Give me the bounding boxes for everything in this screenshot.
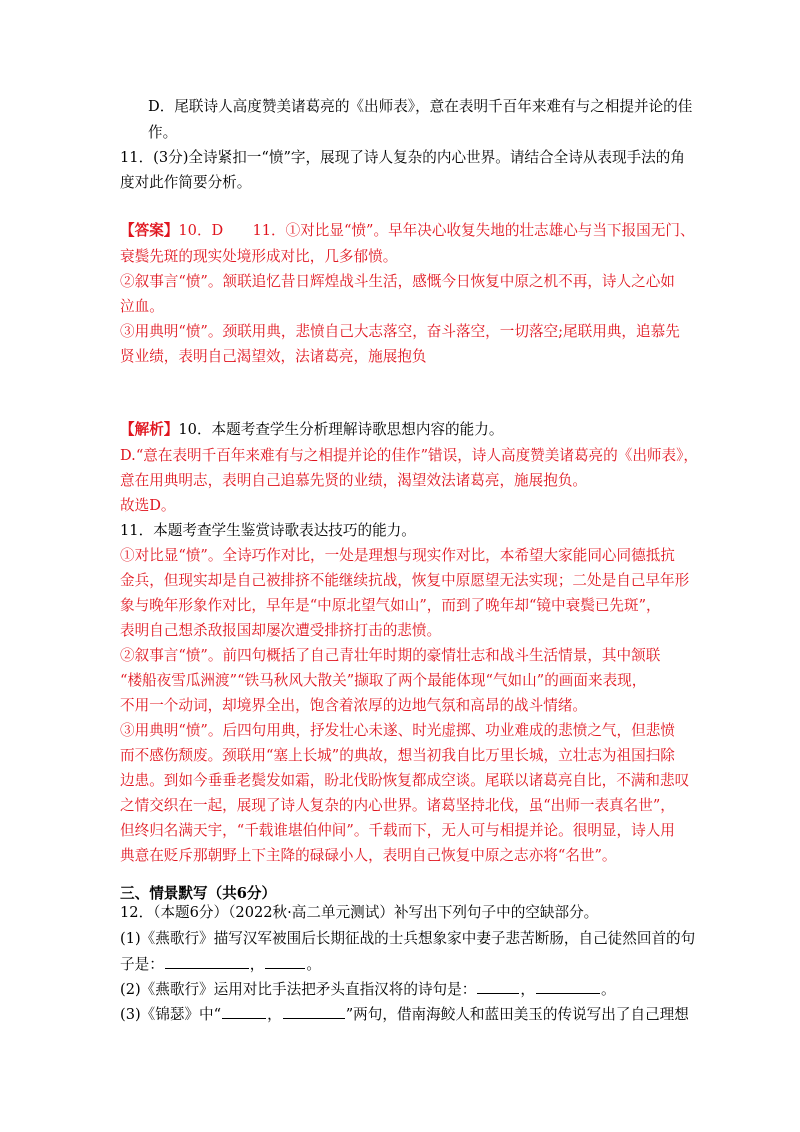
q10-option-d-line2: 作。	[148, 124, 178, 141]
q12-item2-period: 。	[600, 981, 616, 998]
q12-intro: 12．（本题6分）（2022秋·高二单元测试）补写出下列句子中的空缺部分。	[120, 904, 599, 921]
section3-heading: 三、情景默写（共6分）	[120, 885, 277, 902]
q11-prompt-line2: 度对此作简要分析。	[120, 174, 252, 191]
answer-line-4: 泣血。	[120, 298, 164, 315]
q12-item3-prefix: (3)《锦瑟》中“	[120, 1006, 222, 1023]
analysis-line-18: 典意在贬斥那朝野上下主降的碌碌小人，表明自己恢复中原之志亦将“名世”。	[120, 847, 617, 864]
analysis-line-13: ③用典明“愤”。后四句用典，抒发壮心未遂、时光虚掷、功业难成的悲愤之气，但悲愤	[120, 722, 675, 739]
answer-text: 10．D 11．①对比显“愤”。早年决心收复失地的壮志雄心与当下报国无门、	[178, 222, 695, 239]
q12-item3-line	[120, 1003, 689, 1026]
q12-item3-suffix: ”两句，借南海鲛人和蓝田美玉的传说写出了自己理想	[345, 1006, 689, 1023]
q12-item1-prefix: 子是：	[120, 956, 164, 973]
analysis-line-16: 之情交织在一起，展现了诗人复杂的内心世界。诸葛坚持北伐，虽“出师一表真名世”，	[120, 797, 675, 814]
q10-option-d-line1: D．尾联诗人高度赞美诸葛亮的《出师表》，意在表明千百年来难有与之相提并论的佳	[148, 98, 693, 115]
q12-item1-line1: (1)《燕歌行》描写汉军被围后长期征战的士兵想象家中妻子悲苦断肠，自己徒然回首的句	[120, 930, 696, 947]
q12-item3-blank-b[interactable]	[283, 1003, 345, 1019]
analysis-line-15: 边患。到如今垂垂老鬓发如霜，盼北伐盼恢复都成空谈。尾联以诸葛亮自比，不满和悲叹	[120, 772, 690, 789]
analysis-first-text: 10．本题考查学生分析理解诗歌思想内容的能力。	[178, 421, 504, 438]
q12-item3-comma: ，	[267, 1006, 282, 1023]
q12-item1-comma: ，	[249, 956, 265, 973]
answer-line-1	[120, 220, 695, 242]
q12-item2-line	[120, 978, 616, 1001]
analysis-line-10: ②叙事言“愤”。前四句概括了自己青壮年时期的豪情壮志和战斗生活情景，其中颔联	[120, 647, 661, 664]
q12-item1-blank-b[interactable]	[265, 953, 305, 969]
answer-line-6: 贤业绩，表明自己渴望效，法诸葛亮，施展抱负	[120, 348, 427, 365]
q12-item3-blank-a[interactable]	[222, 1003, 266, 1019]
q12-item1-line2	[120, 953, 321, 976]
q12-item1-blank-a[interactable]	[165, 953, 249, 969]
analysis-line-8: 象与晚年形象作对比，早年是“中原北望气如山”，而到了晚年却“镜中衰鬓已先斑”，	[120, 597, 661, 614]
analysis-line-6: ①对比显“愤”。全诗巧作对比，一处是理想与现实作对比，本希望大家能同心同德抵抗	[120, 547, 675, 564]
q12-item2-blank-a[interactable]	[477, 978, 519, 994]
q12-item2-blank-b[interactable]	[536, 978, 600, 994]
analysis-line-2: D.“意在表明千百年来难有与之相提并论的佳作”错误，诗人高度赞美诸葛亮的《出师表》，	[120, 447, 699, 464]
analysis-line-7: 金兵，但现实却是自己被排挤不能继续抗战，恢复中原愿望无法实现；二处是自己早年形	[120, 572, 690, 589]
answer-line-5: ③用典明“愤”。颈联用典，悲愤自己大志落空，奋斗落空，一切落空;尾联用典，追慕先	[120, 323, 680, 340]
q11-prompt-line1: 11．(3分)全诗紧扣一“愤”字，展现了诗人复杂的内心世界。请结合全诗从表现手法的角	[120, 149, 685, 166]
q12-item2-prefix: (2)《燕歌行》运用对比手法把矛头直指汉将的诗句是：	[120, 981, 477, 998]
q12-item2-comma: ，	[520, 981, 535, 998]
analysis-line-1	[120, 419, 503, 441]
q12-item1-period: 。	[306, 956, 322, 973]
analysis-line-5: 11．本题考查学生鉴赏诗歌表达技巧的能力。	[120, 522, 416, 539]
analysis-line-3: 意在用典明志，表明自己追慕先贤的业绩，渴望效法诸葛亮，施展抱负。	[120, 472, 588, 489]
analysis-line-12: 不用一个动词，却境界全出，饱含着浓厚的边地气氛和高昂的战斗情绪。	[120, 697, 588, 714]
analysis-line-11: “楼船夜雪瓜洲渡”“铁马秋风大散关”撷取了两个最能体现“气如山”的画面来表现，	[120, 672, 647, 689]
answer-line-3: ②叙事言“愤”。颔联追忆昔日辉煌战斗生活，感慨今日恢复中原之机不再，诗人之心如	[120, 273, 675, 290]
analysis-line-17: 但终归名满天宇，“千载谁堪伯仲间”。千载而下，无人可与相提并论。很明显，诗人用	[120, 822, 675, 839]
answer-line-2: 衰鬓先斑的现实处境形成对比，几多郁愤。	[120, 248, 398, 265]
analysis-line-4: 故选D。	[120, 497, 176, 514]
analysis-tag: 【解析】	[120, 421, 179, 438]
answer-tag: 【答案】	[120, 222, 179, 239]
analysis-line-9: 表明自己想杀敌报国却屡次遭受排挤打击的悲愤。	[120, 622, 442, 639]
analysis-line-14: 而不感伤颓废。颈联用“塞上长城”的典故，想当初我自比万里长城，立壮志为祖国扫除	[120, 747, 675, 764]
